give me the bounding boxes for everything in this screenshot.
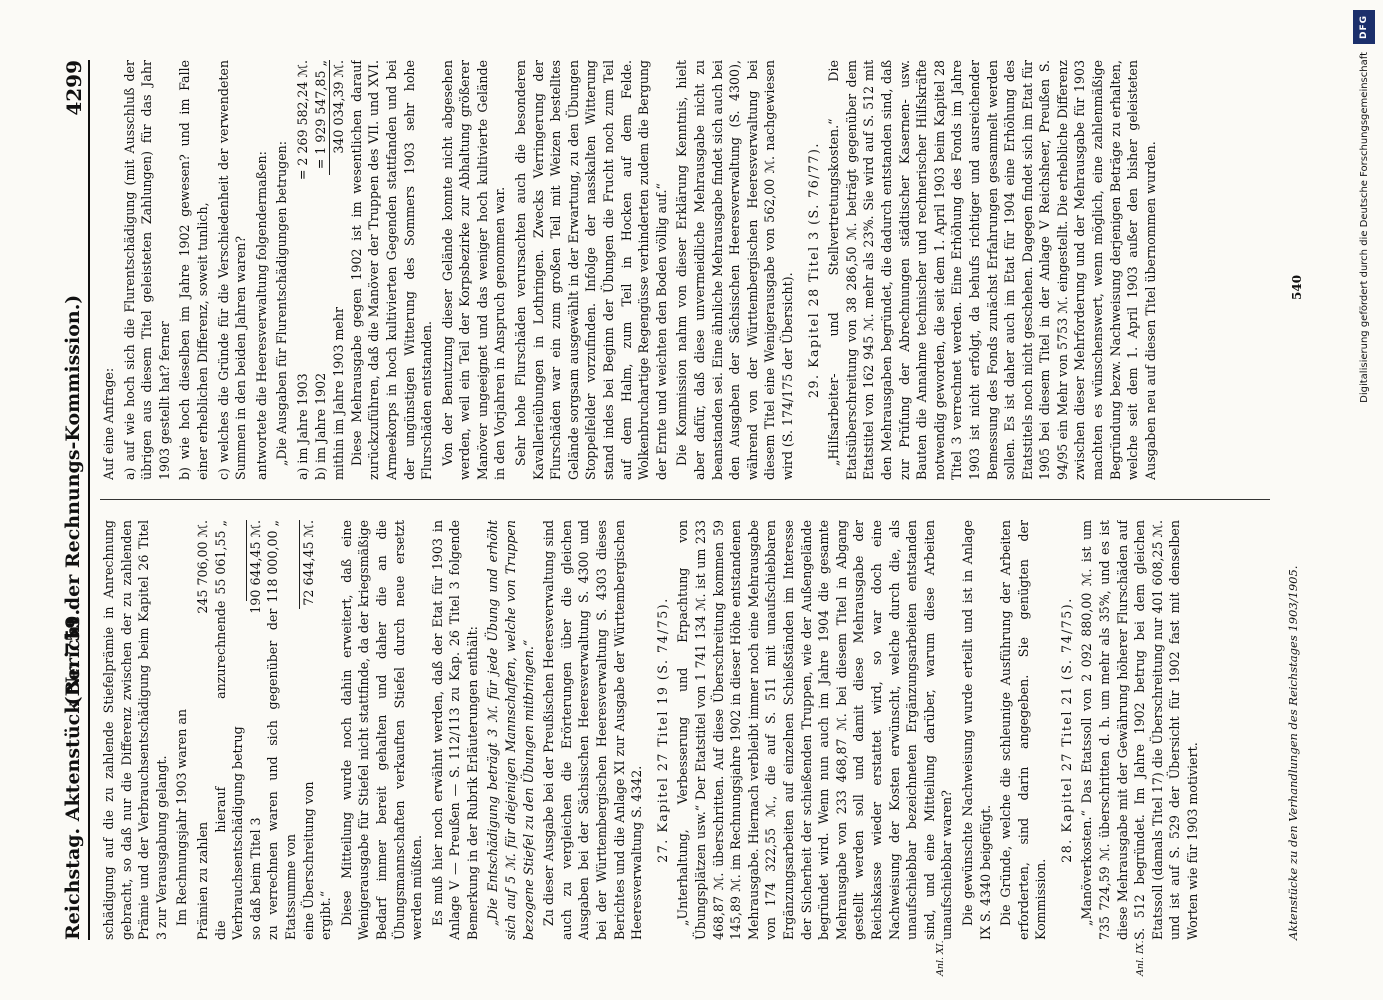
amount-label: b) im Jahre 1902 [312, 372, 328, 480]
amount-row [247, 520, 265, 940]
page-number-header: 4299 [62, 60, 86, 116]
amount-label: mithin im Jahre 1903 mehr [331, 307, 347, 480]
footer-source: Aktenstücke zu den Verhandlungen des Reichstages 1903/1905. [1286, 565, 1300, 940]
paragraph: ergibt.“ [318, 890, 334, 940]
amount-value: 340 034,39 ℳ. [331, 60, 347, 154]
amount-value: 245 706,00 ℳ. [194, 520, 210, 614]
paragraph: antwortete die Heeresverwaltung folgendermaßen: [253, 151, 269, 480]
dfg-logo: DFG [1353, 10, 1375, 44]
paragraph: schädigung auf die zu zahlende Stiefelprämie in Anrechnung gebracht, so daß nur die Differenz zwischen der zu zahlenden Prämie und der Verbrauchsentschädigung beim Kapitel 26 Titel 3 zur Verausgabung gelangt. [101, 520, 169, 940]
paragraph: Von der Benutzung dieser Gelände konnte nicht abgesehen werden, weil ein Teil der Korpsbezirke zur Abhaltung größerer Manöver ungeeignet und das weniger hoch kultivierte Gelände in den Vorjahren in Anspruch genommen war. [439, 60, 508, 480]
question-item: c) welches die Gründe für die Verschiedenheit der verwendeten Summen in den beiden Jahren waren? [215, 60, 249, 480]
column-divider [100, 499, 1270, 500]
amount-value: 118 000,00 „ [264, 520, 299, 609]
amount-value: 72 644,45 ℳ. [300, 520, 316, 606]
margin-note: Anl. XI. [935, 940, 946, 976]
digitization-credit [1351, 10, 1377, 990]
page-number-footer: 540 [1290, 274, 1304, 300]
amount-row [194, 520, 212, 940]
amount-row [294, 60, 312, 480]
amount-label: Prämien zu zahlen [194, 821, 210, 940]
amount-label: so daß beim Titel 3 [247, 817, 263, 940]
funding-note: Digitalisierung gefördert durch die Deutsche Forschungsgemeinschaft [1358, 52, 1370, 403]
paragraph: Sehr hohe Flurschäden verursachten auch die besonderen Kavallerieübungen in Lothringen. Zwecks Verringerung der Flurschäden war ein zum großen Teil mit Weizen bestelltes Gelände sorgsam ausgewählt in der Erwartung, zu den Übungen Stoppelfelder vorzufinden. Infolge der nasskalten Witterung stand indes bei Beginn der Übungen die Frucht noch zum Teil auf dem Halm, zum Teil in Hocken auf dem Felde. Wolkenbruchartige Regengüsse verhinderten zudem die Bergung der Ernte und weichten den Boden völlig auf.“ [513, 60, 669, 480]
paragraph: Diese Mehrausgabe gegen 1902 ist im wesentlichen darauf zurückzuführen, daß die Manöver der Truppen des VII. und XVI. Armeekorps in hoch kultivierten Gegenden stattfanden und bei der ungünstigen Witterung des Sommers 1903 sehr hohe Flurschäden entstanden. [348, 60, 435, 480]
paragraph: Es muß hier noch erwähnt werden, daß der Etat für 1903 in Anlage V — Preußen — S. 112/113 zu Kap. 26 Titel 3 folgende Bemerkung in der Rubrik Erläuterungen enthält: [429, 520, 480, 940]
amount-value: = 2 269 582,24 ℳ. [294, 60, 310, 181]
paragraph: Im Rechnungsjahr 1903 waren an [174, 709, 190, 926]
paragraph: Die Kommission nahm von dieser Erklärung Kenntnis, hielt aber dafür, daß diese unvermeidliche Mehrausgabe nicht zu beanstanden sei. Eine ähnliche Mehrausgabe findet sich auch bei den Ausgaben der Sächsischen Heeresverwaltung (S. 4300), während von der Württembergischen Heeresverwaltung bei diesem Titel eine Wenigerausgabe von 562,00 ℳ. nachgewiesen wird (S. 174/175 der Übersicht). [674, 60, 795, 480]
left-column [100, 520, 1270, 940]
amount-value: 190 644,45 ℳ. [247, 520, 263, 614]
amount-row [330, 60, 348, 480]
paragraph: Die Gründe, welche die schleunige Ausführung der Arbeiten erforderten, sind darin angegeben. Sie genügten der Kommission. [998, 520, 1049, 940]
question-item: a) auf wie hoch sich die Flurentschädigung (mit Ausschluß der übrigen aus diesem Titel geleisteten Zahlungen) für das Jahr 1903 gestellt hat? ferner [121, 60, 172, 480]
running-header-center: (Bericht der Rechnungs-Kommission.) [62, 294, 84, 706]
header-rule [88, 60, 90, 940]
amount-row [264, 520, 299, 940]
section-heading: 27. Kapitel 27 Titel 19 (S. 74/75). [654, 597, 670, 863]
paragraph: „Die Ausgaben für Flurentschädigungen betrugen: [274, 140, 290, 466]
section-heading: 29. Kapitel 28 Titel 3 (S. 76/77). [805, 142, 821, 398]
amount-row [300, 520, 318, 940]
amount-label: a) im Jahre 1903 [294, 373, 310, 480]
amount-value: = 1 929 547,85 „ [312, 60, 331, 175]
paragraph: „Hilfsarbeiter- und Stellvertretungskosten.“ Die Etatsüberschreitung von 38 286,50 ℳ. beträgt gegenüber dem Etatstitel von 162 945 ℳ. mehr als 23%. Sie wird auf S. 512 mit den Mehrausgaben begründet, die dadurch entstanden sind, daß zur Prüfung der Abrechnungen städtischer Kasernen- usw. Bauten die Annahme technischer und rechnerischer Hilfskräfte notwendig geworden, die seit dem 1. April 1903 beim Kapitel 28 Titel 3 verrechnet werden. Eine Erhöhung des Fonds im Jahre 1903 ist nicht erfolgt, da behufs richtiger und ausreichender Bemessung des Fonds zunächst Erfahrungen gesammelt werden sollen. Es ist daher auch im Etat für 1904 eine Erhöhung des Etatstitels noch nicht geschehen. Dagegen findet sich im Etat für 1905 bei diesem Titel in der Anlage V Reichsheer, Preußen S. 94/95 ein Mehr von 5753 ℳ. eingestellt. Die erhebliche Differenz zwischen dieser Mehrforderung und der Mehrausgabe für 1903 machten es wünschenswert, wenn möglich, eine zahlenmäßige Begründung bezw. Nachweisung derjenigen Beträge zu erhalten, welche seit dem 1. April 1903 außer den bisher geleisteten Ausgaben neu auf diesen Titel übernommen wurden. [826, 60, 1158, 480]
running-header-left: Reichstag. Aktenstück Nr. 759. [62, 608, 84, 940]
paragraph: Die gewünschte Nachweisung wurde erteilt und ist in Anlage IX S. 4340 beigefügt. [959, 520, 993, 940]
right-column [100, 60, 1270, 480]
amount-label: eine Überschreitung von [300, 781, 316, 940]
amount-row [312, 60, 331, 480]
amount-value: 55 061,55 „ [212, 520, 247, 601]
amount-label: die hierauf anzurechnende Verbrauchsentschädigung betrug [212, 600, 246, 940]
quotation: „Die Entschädigung beträgt 3 ℳ. für jede Übung und erhöht sich auf 5 ℳ. für diejenigen Mannschaften, welche von Truppen bezogene Stiefel zu den Übungen mitbringen.“ [485, 520, 536, 940]
paragraph: „Unterhaltung, Verbesserung und Erpachtung von Übungsplätzen usw.“ Der Etatstitel von 1 741 134 ℳ. ist um 233 468,87 ℳ. überschritten. Auf diese Überschreitung kommen 59 145,89 ℳ. im Rechnungsjahre 1902 in dieser Höhe entstandenen Mehrausgabe. Hiernach verbleibt immer noch eine Mehrausgabe von 174 322,55 ℳ., die auf S. 511 mit unaufschiebbaren Ergänzungsarbeiten auf einzelnen Schießständen im Interesse der Sicherheit der schießenden Truppen, wie der Außengelände begründet wird. Wenn nun auch im Jahre 1904 die gesamte Mehrausgabe von 233 468,87 ℳ. bei diesem Titel in Abgang gestellt werden soll und damit diese Mehrausgabe der Reichskasse wieder erstattet wird, so war doch eine Nachweisung der Kosten erwünscht, welche durch die, als unaufschiebbar bezeichneten Ergänzungsarbeiten entstanden sind, und eine Mitteilung darüber, warum diese Arbeiten unaufschiebbar waren? [675, 520, 955, 940]
section-heading: 28. Kapitel 27 Titel 21 (S. 74/75). [1058, 597, 1074, 863]
amount-row [212, 520, 247, 940]
paragraph: Auf eine Anfrage: [101, 367, 116, 480]
margin-note: Anl. IX. [1135, 940, 1146, 976]
question-item: b) wie hoch dieselben im Jahre 1902 gewesen? und im Falle einer erheblichen Differenz, soweit tunlich, [177, 60, 210, 480]
paragraph: „Manöverkosten.“ Das Etatssoll von 2 092 880,00 ℳ. ist um 735 724,59 ℳ. überschritten d. h. um mehr als 35%, und es ist diese Mehrausgabe mit der Gewährung höherer Flurschäden auf S. 512 begründet. Im Jahre 1902 betrug bei dem gleichen Etatssoll (damals Titel 17) die Überschreitung nur 401 608,25 ℳ. und ist auf S. 529 der Übersicht für 1902 fast mit denselben Worten wie für 1903 motiviert. [1079, 520, 1201, 940]
paragraph: Diese Mitteilung wurde noch dahin erweitert, daß eine Wenigerausgabe für Stiefel nicht stattfinde, da der kriegsmäßige Bedarf immer bereit gehalten und daher die an die Übungsmannschaften verkauften Stiefel durch neue ersetzt werden müßten. [338, 520, 425, 940]
amount-label: zu verrechnen waren und sich gegenüber der Etatssumme von [265, 608, 298, 940]
paragraph: Zu dieser Ausgabe bei der Preußischen Heeresverwaltung sind auch zu vergleichen die Erörterungen über die gleichen Ausgaben bei der Sächsischen Heeresverwaltung S. 4300 und bei der Württembergischen Heeresverwaltung S. 4303 dieses Berichtes und die Anlage XI zur Ausgabe der Württembergischen Heeresverwaltung S. 4342. [541, 520, 645, 940]
